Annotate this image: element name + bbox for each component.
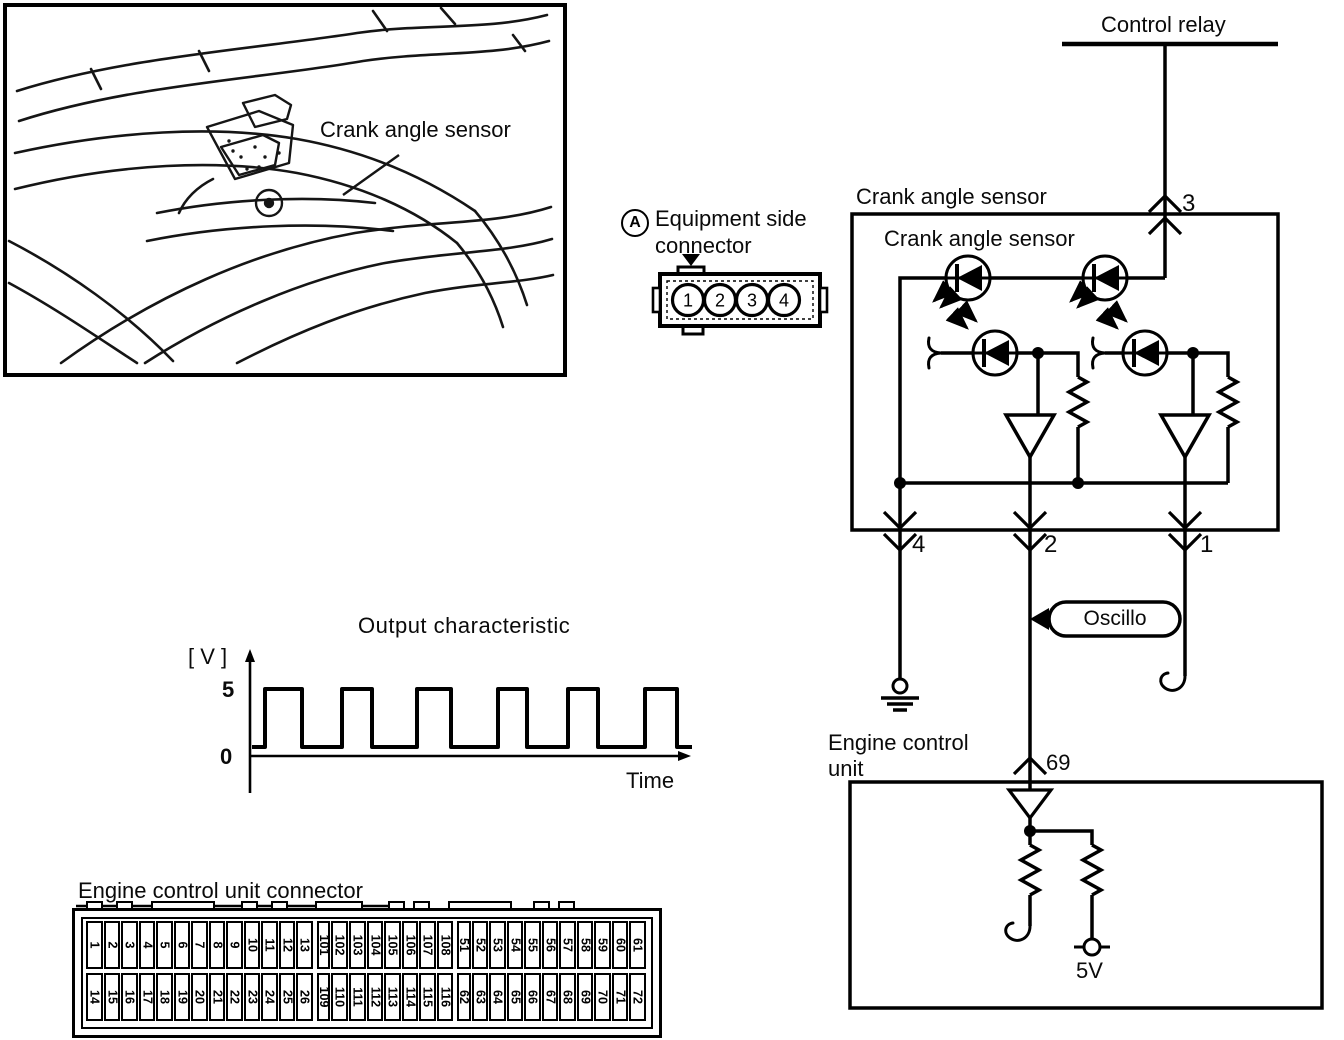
ecu-pin-number: 10 [245, 938, 260, 952]
ecu-pin-number: 54 [508, 938, 523, 952]
ecu-pin-number: 8 [209, 941, 224, 949]
ecu-pin-number: 108 [437, 934, 452, 956]
engine-bay-illustration-frame [3, 3, 567, 377]
pin-label-4: 4 [912, 531, 926, 558]
ecu-label-line1: Engine control [828, 730, 969, 755]
marker-a-badge: A [621, 209, 649, 237]
equipment-side-connector [650, 246, 834, 342]
wires [900, 44, 1228, 939]
equipment-pin-number: 4 [778, 290, 790, 311]
ecu-pin-number: 64 [490, 990, 505, 1004]
pin-label-69: 69 [1046, 750, 1071, 775]
ecu-pin-number: 20 [192, 990, 207, 1004]
ecu-pin-number: 63 [472, 990, 487, 1004]
ecu-pin-number: 21 [209, 990, 224, 1004]
ecu-pin-number: 113 [385, 986, 400, 1008]
hook-icon [1093, 338, 1106, 353]
hook-icon [929, 353, 942, 368]
ecu-pin-number: 72 [630, 990, 645, 1004]
ecu-pin-number: 101 [316, 934, 331, 956]
ecu-pin-number: 15 [104, 990, 119, 1004]
ground-icon [881, 679, 919, 710]
ecu-pin-number: 106 [402, 934, 417, 956]
ecu-pin-number: 104 [367, 934, 382, 956]
ecu-pin-number: 109 [316, 986, 331, 1008]
ecu-pin-number: 58 [578, 938, 593, 952]
ecu-pin-number: 65 [508, 990, 523, 1004]
label-leader-line [343, 155, 399, 195]
ecu-pin-number: 53 [490, 938, 505, 952]
ecu-pin-number: 7 [192, 941, 207, 949]
equipment-pin-number: 2 [714, 290, 726, 311]
ecu-pin-number: 62 [456, 990, 471, 1004]
pin-label-2: 2 [1044, 531, 1058, 558]
ecu-pin-number: 102 [332, 934, 347, 956]
ecu-pin-cell [629, 973, 646, 1021]
ecu-pin-number: 6 [174, 941, 189, 949]
ecu-pin-number: 2 [104, 941, 119, 949]
ecu-label-line2: unit [828, 756, 864, 781]
ecu-pin-number: 25 [280, 990, 295, 1004]
sensor-inner-title: Crank angle sensor [884, 226, 1075, 251]
ecu-pin-number: 1 [87, 941, 102, 949]
ecu-pin-cell [629, 921, 646, 969]
sensor-box-title: Crank angle sensor [856, 184, 1047, 209]
ecu-pin-number: 56 [543, 938, 558, 952]
ecu-pin-number: 67 [543, 990, 558, 1004]
ecu-pin-number: 52 [472, 938, 487, 952]
ecu-pin-number: 68 [560, 990, 575, 1004]
connector-latch-right [820, 288, 827, 312]
ecu-pin-number: 17 [139, 990, 154, 1004]
ecu-pin-number: 107 [420, 934, 435, 956]
photodiode-icon [953, 308, 1017, 375]
ecu-pin-number: 59 [595, 938, 610, 952]
ecu-pin-number: 57 [560, 938, 575, 952]
ecu-connector-title: Engine control unit connector [78, 878, 363, 903]
ecu-pin-number: 115 [420, 986, 435, 1008]
ecu-pin-number: 22 [227, 990, 242, 1004]
ecu-pin-number: 9 [227, 941, 242, 949]
ecu-pin-number: 69 [578, 990, 593, 1004]
ecu-pin-number: 61 [630, 938, 645, 952]
buffer-icon [1009, 790, 1051, 818]
ecu-pin-number: 19 [174, 990, 189, 1004]
ecu-pin-number: 24 [262, 990, 277, 1004]
equipment-connector-title-line2: connector [655, 233, 752, 258]
ecu-pin-number: 116 [437, 986, 452, 1008]
connector-latch-left [653, 288, 660, 312]
resistor-icon [1083, 845, 1101, 895]
chart-xlabel: Time [626, 768, 675, 793]
ecu-pin-number: 71 [613, 990, 628, 1004]
ecu-pin-number: 16 [122, 990, 137, 1004]
power-terminal-icon [1074, 939, 1110, 955]
resistor-icon [1021, 845, 1039, 895]
ecu-pin-number: 5 [157, 941, 172, 949]
ecu-pin-number: 112 [367, 986, 382, 1008]
equipment-pin-number: 3 [746, 290, 758, 311]
resistor-icon [1069, 377, 1087, 427]
ecu-pin-number: 4 [139, 941, 154, 949]
illustration-caption: Crank angle sensor [320, 117, 511, 142]
ecu-pin-number: 11 [262, 938, 277, 952]
photodiode-icon [1103, 308, 1167, 375]
ecu-pin-number: 55 [525, 938, 540, 952]
ecu-pin-number: 26 [297, 990, 312, 1004]
ecu-pin-number: 12 [280, 938, 295, 952]
ecu-pin-grid [86, 921, 646, 1023]
ecu-pin-number: 103 [350, 934, 365, 956]
engine-bay-illustration [7, 7, 555, 365]
ecu-pin-number: 18 [157, 990, 172, 1004]
pin-label-3: 3 [1182, 190, 1196, 217]
chart-ylabel: [ V ] [188, 644, 228, 669]
equipment-connector-title-line1: Equipment side [655, 206, 807, 231]
oscillo-probe-icon [1030, 608, 1049, 630]
supply-5v-label: 5V [1076, 958, 1103, 983]
chart-ytick-0: 0 [220, 744, 233, 769]
led-icon [1071, 256, 1127, 307]
ecu-pin-number: 70 [595, 990, 610, 1004]
equipment-pin-number: 1 [682, 290, 694, 311]
hook-icon [1006, 923, 1030, 940]
ecu-pin-number: 51 [456, 938, 471, 952]
control-relay-label: Control relay [1101, 12, 1226, 37]
ecu-pin-number: 105 [385, 934, 400, 956]
amplifier-icon [1161, 415, 1209, 457]
pin-label-1: 1 [1200, 531, 1214, 558]
ecu-pin-number: 13 [297, 938, 312, 952]
ecu-pin-number: 111 [350, 987, 365, 1007]
hook-icon [1093, 353, 1106, 368]
ecu-pin-number: 60 [613, 938, 628, 952]
hook-icon [929, 338, 942, 353]
ecu-pin-number: 23 [245, 990, 260, 1004]
amplifier-icon [1006, 415, 1054, 457]
resistor-icon [1219, 377, 1237, 427]
ecu-pin-number: 110 [332, 986, 347, 1008]
chart-title: Output characteristic [358, 613, 571, 638]
chart-ytick-5: 5 [222, 677, 235, 702]
ecu-pin-number: 14 [87, 990, 102, 1004]
led-icon [934, 256, 990, 307]
ecu-pin-number: 114 [402, 986, 417, 1008]
hook-icon [1161, 673, 1185, 690]
ecu-pin-number: 66 [525, 990, 540, 1004]
chart-axes [245, 649, 691, 793]
ecu-pin-number: 3 [122, 941, 137, 949]
oscillo-label: Oscillo [1083, 607, 1147, 630]
square-wave-trace [252, 689, 692, 747]
